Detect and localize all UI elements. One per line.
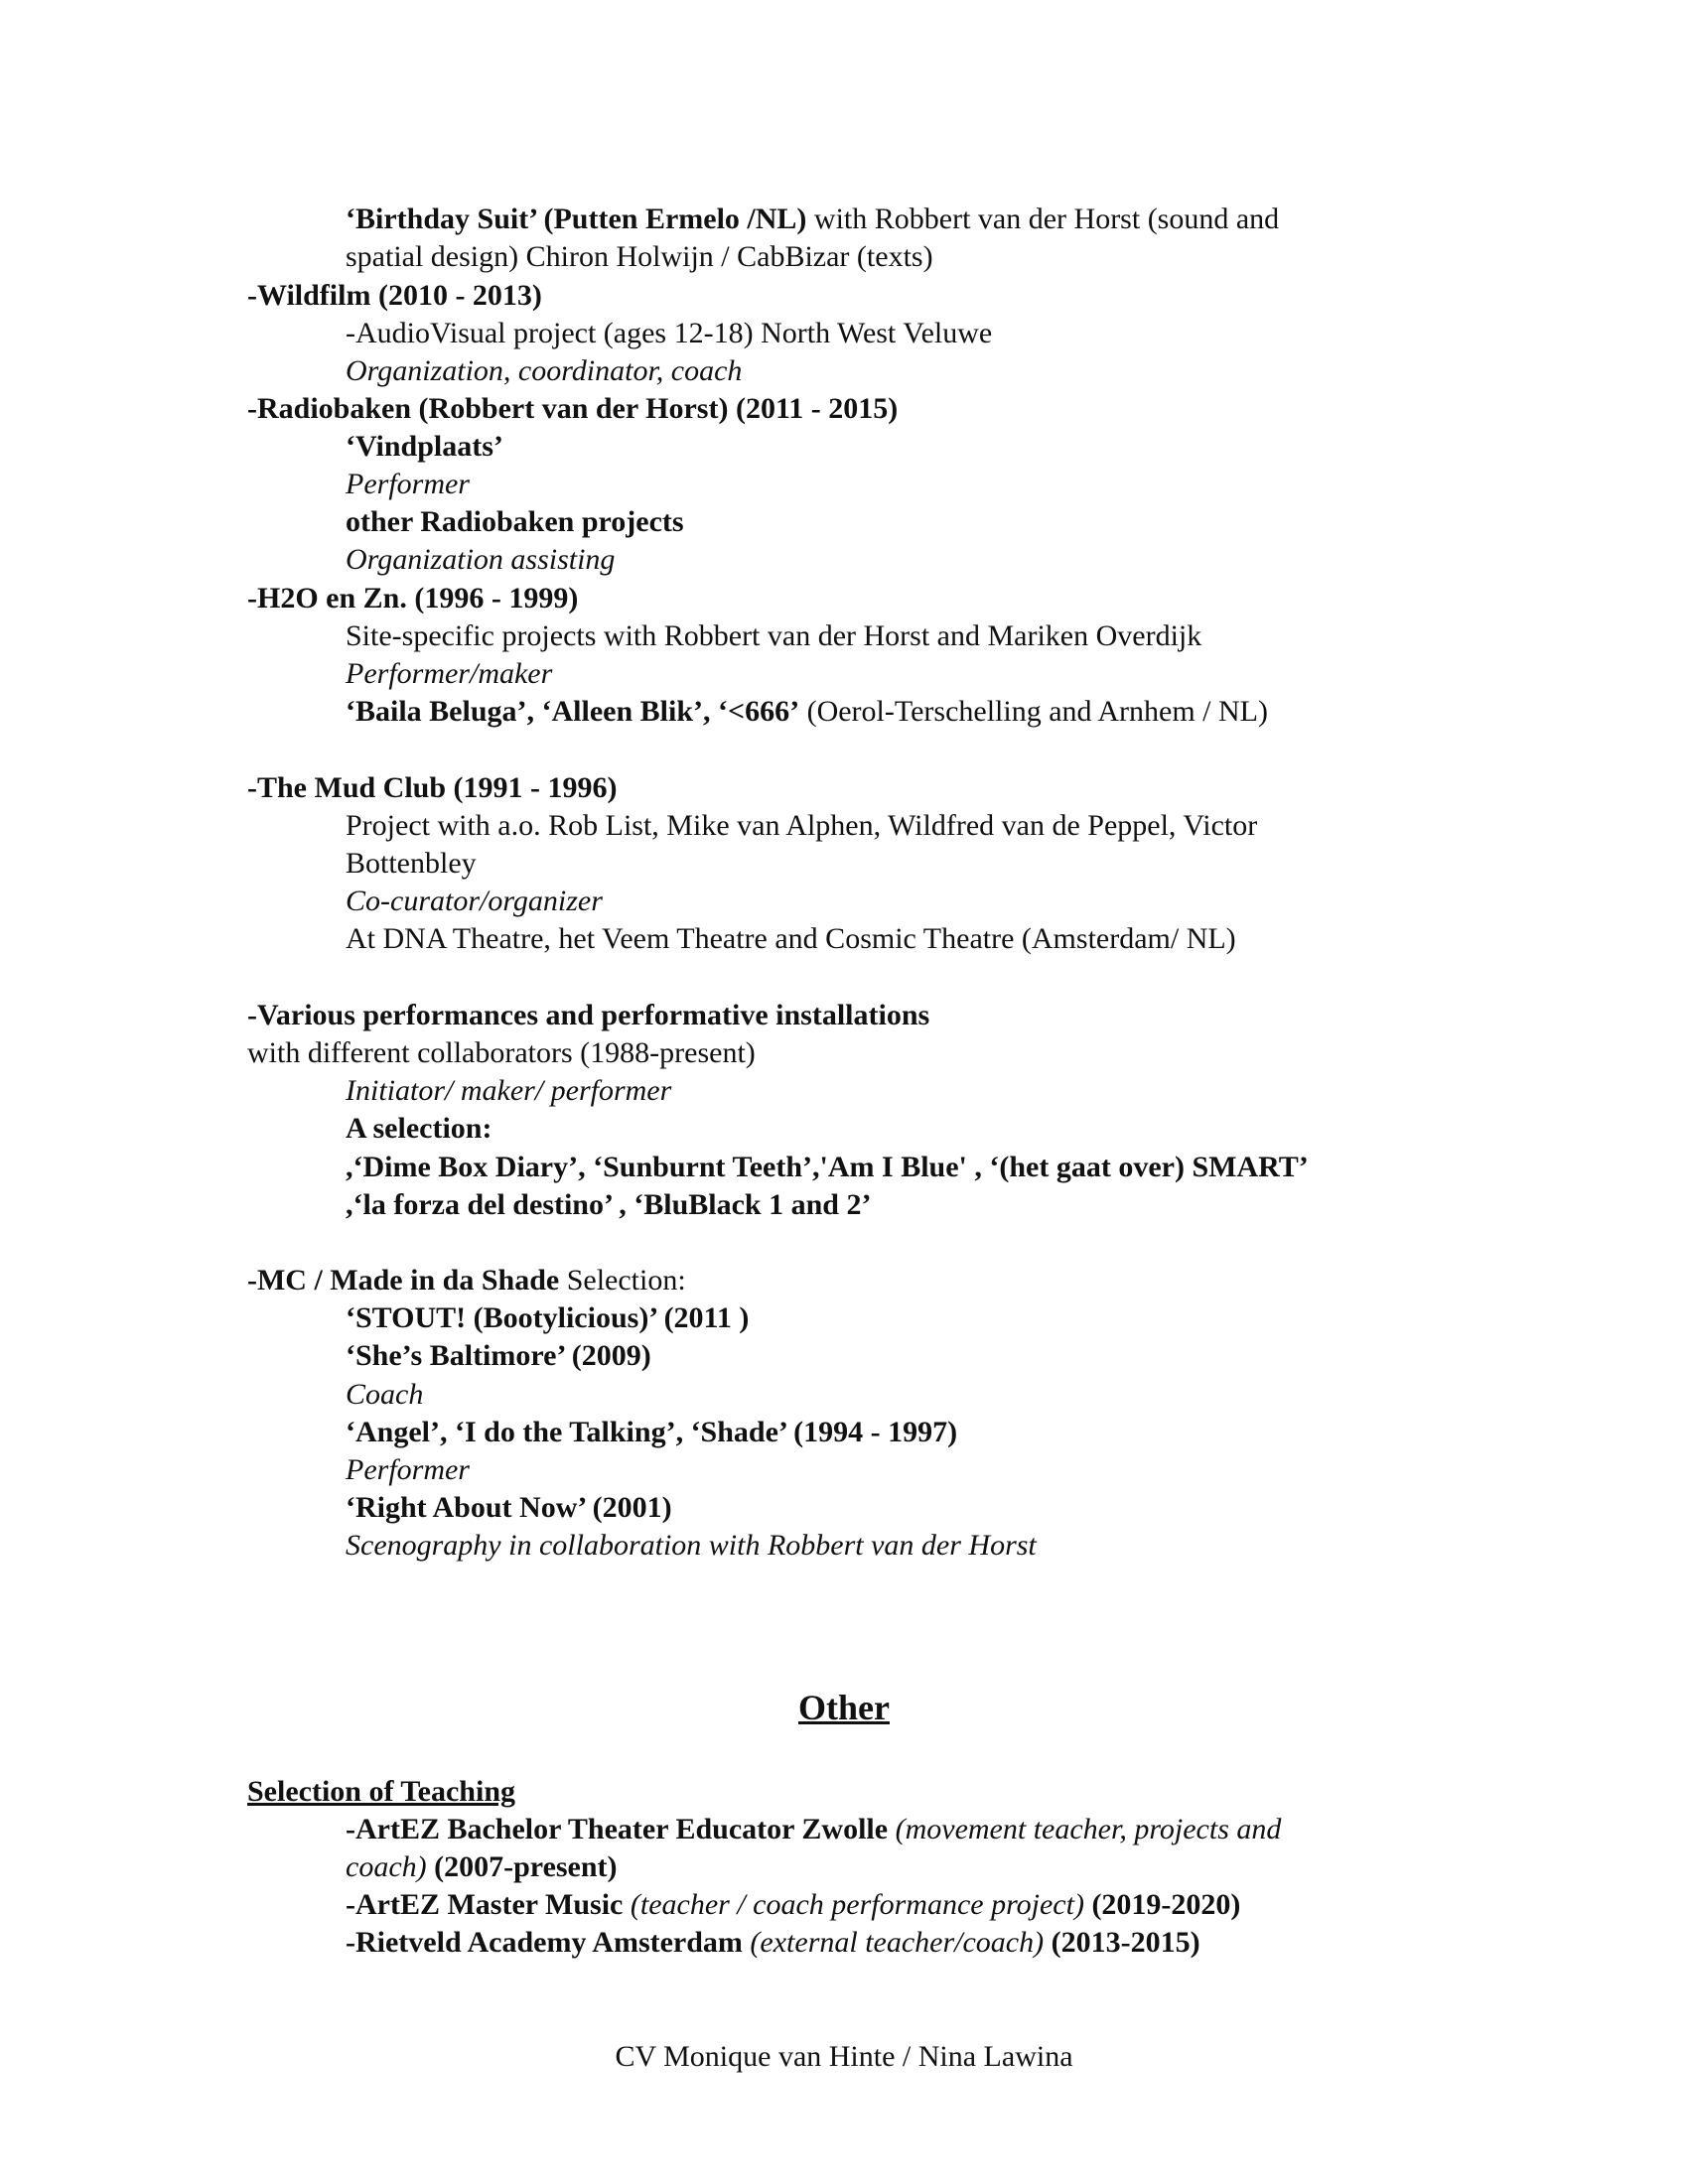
radiobaken-heading — [247, 390, 898, 428]
radiobaken-role2-text: Organization assisting — [346, 543, 616, 576]
radiobaken-role2 — [346, 541, 615, 579]
mc-heading-text: -MC / Made in da Shade — [247, 1264, 560, 1297]
various-role — [346, 1072, 671, 1110]
mc-item3-text: ‘Angel’, ‘I do the Talking’, ‘Shade’ (1994 - 1997) — [346, 1416, 958, 1448]
teaching-item3-role: (external teacher/coach) — [742, 1926, 1045, 1959]
teaching-item2-years: (2019-2020) — [1083, 1888, 1241, 1921]
mudclub-role-text: Co-curator/organizer — [346, 885, 603, 917]
various-role-text: Initiator/ maker/ performer — [346, 1074, 672, 1107]
radiobaken-role1 — [346, 466, 470, 503]
radiobaken-role1-text: Performer — [346, 468, 470, 500]
h2o-role — [346, 655, 552, 693]
various-subheading: with different collaborators (1988-present) — [247, 1036, 756, 1069]
birthday-suit-desc: with Robbert van der Horst (sound and — [806, 203, 1280, 235]
teaching-item3-years: (2013-2015) — [1044, 1926, 1200, 1959]
mc-heading-suffix: Selection: — [559, 1264, 686, 1297]
wildfilm-role-text: Organization, coordinator, coach — [346, 354, 743, 387]
teaching-item2-name: -ArtEZ Master Music — [346, 1888, 624, 1921]
birthday-suit-line2: spatial design) Chiron Holwijn / CabBizar (texts) — [346, 240, 933, 273]
radiobaken-project1 — [346, 428, 503, 466]
teaching-item1-line1 — [346, 1811, 1281, 1848]
radiobaken-project2 — [346, 503, 684, 541]
h2o-role-text: Performer/maker — [346, 657, 553, 690]
various-titles1-text: ,‘Dime Box Diary’, ‘Sunburnt Teeth’,'Am I Blue' , ‘(het gaat over) SMART’ — [346, 1151, 1309, 1183]
mc-item3 — [346, 1414, 957, 1451]
various-titles1 — [346, 1149, 1309, 1186]
mc-item1-text: ‘STOUT! (Bootylicious)’ (2011 ) — [346, 1301, 750, 1334]
h2o-place: (Oerol-Terschelling and Arnhem / NL) — [799, 695, 1268, 728]
teaching-item1-role-cont: coach) — [346, 1850, 427, 1883]
mc-role2-text: Performer — [346, 1453, 470, 1486]
teaching-item3 — [346, 1924, 1200, 1962]
teaching-item1-line2 — [346, 1848, 618, 1886]
mc-role3 — [346, 1527, 1037, 1565]
wildfilm-role — [346, 352, 742, 390]
mudclub-heading — [247, 769, 618, 807]
mudclub-place: At DNA Theatre, het Veem Theatre and Cosmic Theatre (Amsterdam/ NL) — [346, 922, 1236, 955]
wildfilm-desc: -AudioVisual project (ages 12-18) North West Veluwe — [346, 317, 993, 349]
teaching-heading-text: Selection of Teaching — [247, 1775, 516, 1808]
teaching-item1-role: (movement teacher, projects and — [888, 1813, 1282, 1845]
various-titles2 — [346, 1186, 871, 1224]
mudclub-desc2: Bottenbley — [346, 847, 477, 880]
radiobaken-project2-text: other Radiobaken projects — [346, 505, 684, 538]
various-titles2-text: ,‘la forza del destino’ , ‘BluBlack 1 and 2’ — [346, 1188, 872, 1221]
birthday-suit-line1 — [346, 201, 1279, 238]
mudclub-role — [346, 883, 603, 920]
h2o-titles-text: ‘Baila Beluga’, ‘Alleen Blik’, ‘<666’ — [346, 695, 800, 728]
other-heading: Other — [798, 1688, 890, 1727]
mc-item2-text: ‘She’s Baltimore’ (2009) — [346, 1339, 651, 1372]
birthday-suit-title: ‘Birthday Suit’ (Putten Ermelo /NL) — [346, 203, 807, 235]
teaching-item2 — [346, 1886, 1240, 1924]
teaching-item2-role: (teacher / coach performance project) — [623, 1888, 1084, 1921]
h2o-heading-text: -H2O en Zn. (1996 - 1999) — [247, 582, 579, 614]
wildfilm-heading-text: -Wildfilm (2010 - 2013) — [247, 279, 542, 312]
h2o-desc: Site-specific projects with Robbert van der Horst and Mariken Overdijk — [346, 619, 1202, 652]
radiobaken-project1-text: ‘Vindplaats’ — [346, 430, 503, 463]
mc-role1-text: Coach — [346, 1378, 424, 1411]
mc-item4-text: ‘Right About Now’ (2001) — [346, 1491, 672, 1524]
mudclub-heading-text: -The Mud Club (1991 - 1996) — [247, 771, 618, 804]
various-heading-text: -Various performances and performative installations — [247, 999, 930, 1031]
wildfilm-heading — [247, 277, 542, 315]
radiobaken-heading-text: -Radiobaken (Robbert van der Horst) (2011 - 2015) — [247, 392, 899, 425]
mc-role1 — [346, 1376, 423, 1414]
h2o-titles — [346, 693, 1268, 731]
teaching-heading — [247, 1773, 515, 1811]
various-selection-label — [346, 1110, 492, 1148]
teaching-item1-name: -ArtEZ Bachelor Theater Educator Zwolle — [346, 1813, 889, 1845]
h2o-heading — [247, 580, 578, 617]
various-selection-label-text: A selection: — [346, 1112, 492, 1145]
mc-item4 — [346, 1489, 672, 1527]
page-footer: CV Monique van Hinte / Nina Lawina — [615, 2040, 1073, 2073]
various-heading — [247, 997, 929, 1034]
teaching-item3-name: -Rietveld Academy Amsterdam — [346, 1926, 743, 1959]
mc-item2 — [346, 1337, 651, 1375]
mc-role2 — [346, 1451, 470, 1489]
mc-item1 — [346, 1299, 749, 1337]
mudclub-desc1: Project with a.o. Rob List, Mike van Alphen, Wildfred van de Peppel, Victor — [346, 809, 1258, 842]
mc-role3-text: Scenography in collaboration with Robbert van der Horst — [346, 1529, 1037, 1562]
mc-heading — [247, 1262, 686, 1299]
teaching-item1-years: (2007-present) — [426, 1850, 618, 1883]
